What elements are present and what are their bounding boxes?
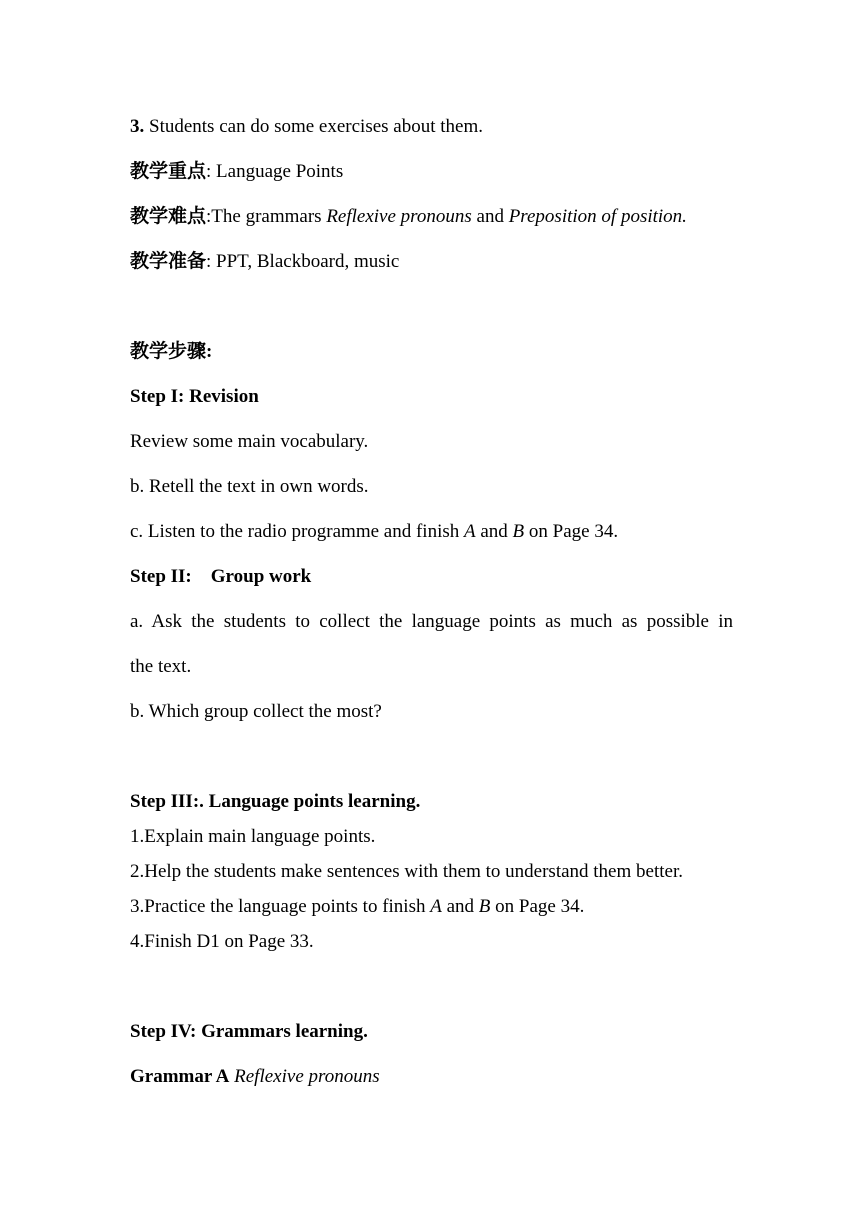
step1-item-c <box>130 520 618 544</box>
grammar-a-label: Grammar A <box>130 1066 230 1087</box>
difficulties <box>130 205 687 229</box>
difficulties-text-b: and <box>471 206 509 227</box>
step3-item-3-end: on Page 34. <box>490 896 585 917</box>
step2-item-a-line2: the text. <box>130 656 192 677</box>
step1-item-a: Review some main vocabulary. <box>130 431 369 452</box>
step3-item-1: 1.Explain main language points. <box>130 826 376 847</box>
objective-3 <box>130 115 483 139</box>
step1-title: Step I: Revision <box>130 386 259 407</box>
step3-item-4: 4.Finish D1 on Page 33. <box>130 931 314 952</box>
preparation <box>130 250 399 274</box>
step2-title: Step II: Group work <box>130 566 312 587</box>
key-points <box>130 160 343 184</box>
step4-title: Step IV: Grammars learning. <box>130 1021 368 1042</box>
objective-3-text: Students can do some exercises about them. <box>144 116 484 137</box>
step1-item-b: b. Retell the text in own words. <box>130 476 369 497</box>
grammar-a <box>130 1065 380 1089</box>
step3-item-3 <box>130 895 584 919</box>
step3-item-3-b: B <box>478 896 491 917</box>
step1-item-c-a: A <box>464 521 476 542</box>
step1-item-c-b: B <box>512 521 525 542</box>
step3-item-3-and: and <box>441 896 479 917</box>
step2-item-b: b. Which group collect the most? <box>130 701 382 722</box>
difficulties-label: 教学难点 <box>130 206 207 227</box>
step1-item-c-end: on Page 34. <box>524 521 619 542</box>
step3-item-2: 2.Help the students make sentences with them to understand them better. <box>130 861 683 882</box>
key-points-label: 教学重点 <box>130 161 207 182</box>
preparation-label: 教学准备 <box>130 251 207 272</box>
steps-heading: 教学步骤: <box>130 341 213 362</box>
difficulties-text-a: :The grammars <box>206 206 327 227</box>
step1-item-c-text: c. Listen to the radio programme and finish <box>130 521 464 542</box>
difficulties-italic-b: Preposition of position. <box>508 206 687 227</box>
preparation-text: : PPT, Blackboard, music <box>206 251 400 272</box>
step2-item-a-line1: a. Ask the students to collect the language points as much as possible in <box>130 611 733 632</box>
objective-3-number: 3. <box>130 116 145 137</box>
key-points-text: : Language Points <box>206 161 344 182</box>
grammar-a-topic: Reflexive pronouns <box>234 1066 380 1087</box>
step3-item-3-a: A <box>430 896 442 917</box>
step3-item-3-text: 3.Practice the language points to finish <box>130 896 431 917</box>
step3-title: Step III:. Language points learning. <box>130 791 421 812</box>
difficulties-italic-a: Reflexive pronouns <box>326 206 472 227</box>
step1-item-c-and: and <box>475 521 513 542</box>
